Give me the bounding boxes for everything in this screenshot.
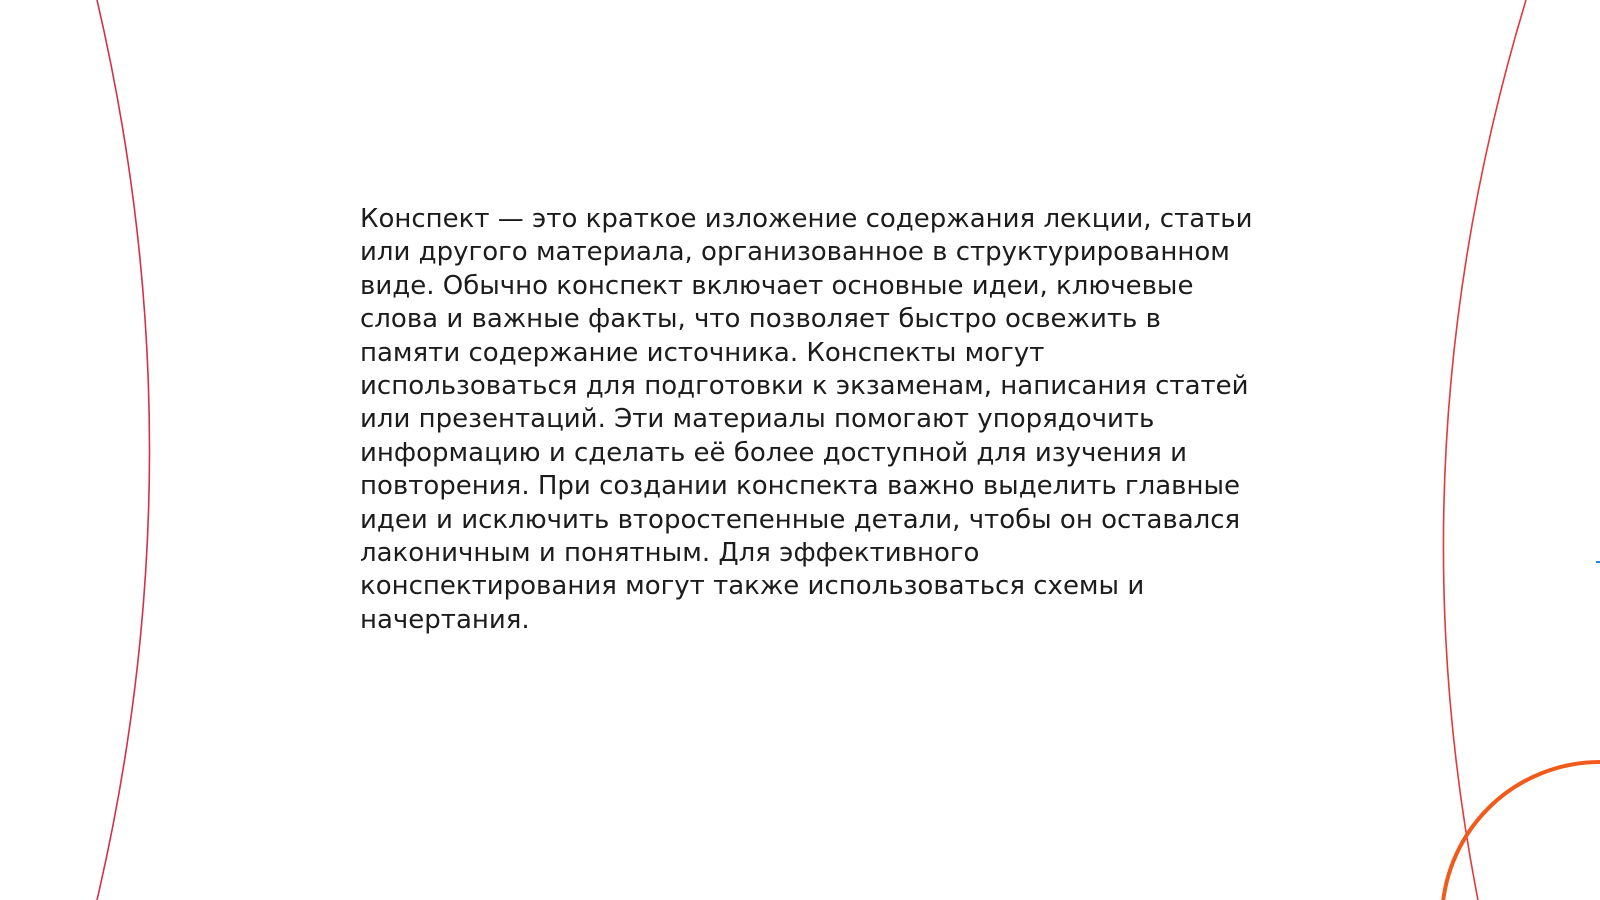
right-arc-line xyxy=(1443,0,1526,900)
left-arc-line xyxy=(97,0,150,900)
slide-body-text: Конспект — это краткое изложение содержания лекции, статьи или другого материала, организованное в структурированном виде. Обычно конспект включает основные идеи, ключевые слова и важные факты, что позволяет быстро освежить в памяти содержание источника. Конспекты могут использоваться для подготовки к экзаменам, написания статей или презентаций. Эти материалы помогают упорядочить информацию и сделать её более доступной для изучения и повторения. При создании конспекта важно выделить главные идеи и исключить второстепенные детали, чтобы он оставался лаконичным и понятным. Для эффективного конспектирования могут также использоваться схемы и начертания. xyxy=(360,204,1253,635)
